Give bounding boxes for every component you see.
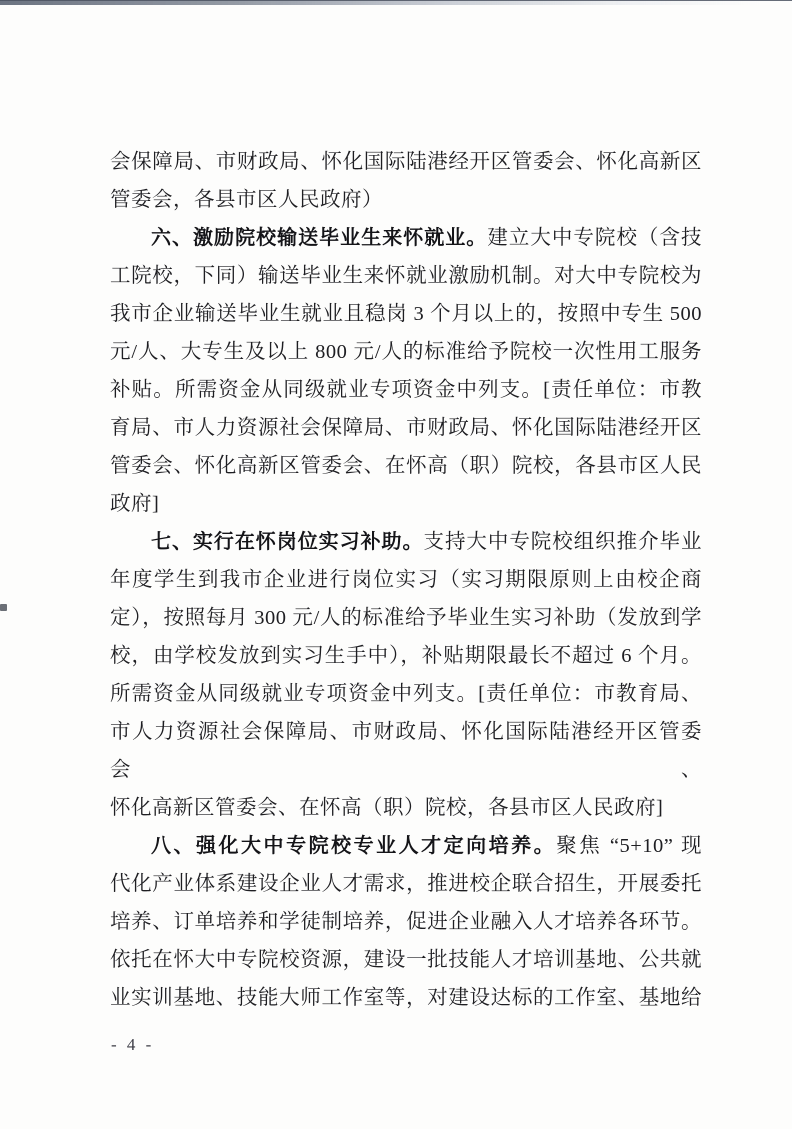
- body-text: 我市企业输送毕业生就业且稳岗 3 个月以上的，按照中专生 500: [110, 303, 702, 325]
- body-text: 支持大中专院校组织推介毕业: [423, 531, 703, 553]
- body-text: 聚焦 “5+10” 现: [556, 835, 703, 857]
- body-text: 代化产业体系建设企业人才需求，推进校企联合招生，开展委托: [110, 873, 702, 895]
- text-line: [110, 599, 702, 637]
- text-line: [110, 447, 702, 485]
- body-text: 管委会，各县市区人民政府）: [110, 189, 383, 211]
- text-line: [110, 181, 702, 219]
- body-text: 培养、订单培养和学徒制培养，促进企业融入人才培养各环节。: [110, 911, 702, 933]
- text-line: [110, 561, 702, 599]
- body-text: 建立大中专院校（含技: [487, 227, 703, 249]
- text-line: [110, 371, 702, 409]
- body-text: 管委会、怀化高新区管委会、在怀高（职）院校，各县市区人民: [110, 455, 702, 477]
- text-line: [110, 675, 702, 713]
- text-line: [110, 789, 702, 827]
- body-text: 会保障局、市财政局、怀化国际陆港经开区管委会、怀化高新区: [110, 151, 702, 173]
- scan-edge-artifact: [0, 0, 792, 5]
- text-line: [110, 143, 702, 181]
- text-line: [110, 219, 702, 257]
- text-line: [110, 333, 702, 371]
- body-text: 怀化高新区管委会、在怀高（职）院校，各县市区人民政府]: [110, 797, 664, 819]
- section-heading-text: 六、激励院校输送毕业生来怀就业。: [151, 227, 488, 249]
- body-text: 工院校，下同）输送毕业生来怀就业激励机制。对大中专院校为: [110, 265, 702, 287]
- body-text: 育局、市人力资源社会保障局、市财政局、怀化国际陆港经开区: [110, 417, 702, 439]
- text-line: [110, 903, 702, 941]
- text-line: [110, 409, 702, 447]
- section-heading-text: 七、实行在怀岗位实习补助。: [151, 531, 424, 553]
- text-line: [110, 523, 702, 561]
- text-line: [110, 979, 702, 1017]
- text-line: [110, 295, 702, 333]
- document-body: [110, 143, 702, 1017]
- body-text: 市人力资源社会保障局、市财政局、怀化国际陆港经开区管委会、: [110, 721, 702, 781]
- text-line: [110, 941, 702, 979]
- text-line: [110, 827, 702, 865]
- section-heading-text: 八、强化大中专院校专业人才定向培养。: [151, 835, 557, 857]
- text-line: [110, 257, 702, 295]
- body-text: 元/人、大专生及以上 800 元/人的标准给予院校一次性用工服务: [110, 341, 702, 363]
- body-text: 所需资金从同级就业专项资金中列支。[责任单位：市教育局、: [110, 683, 702, 705]
- body-text: 政府]: [110, 493, 160, 515]
- body-text: 依托在怀大中专院校资源，建设一批技能人才培训基地、公共就: [110, 949, 702, 971]
- body-text: 校，由学校发放到实习生手中），补贴期限最长不超过 6 个月。: [110, 645, 702, 667]
- body-text: 业实训基地、技能大师工作室等，对建设达标的工作室、基地给: [110, 987, 702, 1009]
- body-text: 补贴。所需资金从同级就业专项资金中列支。[责任单位：市教: [110, 379, 702, 401]
- text-line: [110, 485, 702, 523]
- text-line: [110, 713, 702, 789]
- page-number: - 4 -: [111, 1035, 155, 1054]
- body-text: 定），按照每月 300 元/人的标准给予毕业生实习补助（发放到学: [110, 607, 702, 629]
- text-line: [110, 637, 702, 675]
- scan-noise-speck: [0, 604, 7, 611]
- body-text: 年度学生到我市企业进行岗位实习（实习期限原则上由校企商: [110, 569, 702, 591]
- text-line: [110, 865, 702, 903]
